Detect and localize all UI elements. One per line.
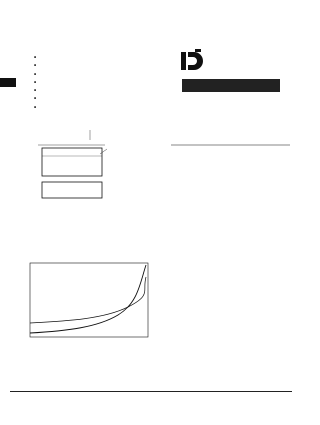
daico-logo-icon xyxy=(178,48,204,74)
feature-item xyxy=(34,79,39,87)
feature-item xyxy=(34,62,39,70)
feature-item xyxy=(34,54,39,62)
loss-curve xyxy=(30,265,146,333)
feature-item xyxy=(34,87,39,95)
block-schematic xyxy=(163,103,298,218)
product-subtitle xyxy=(182,79,280,92)
feature-item xyxy=(34,95,39,103)
package-outline-drawing xyxy=(30,118,165,230)
vswr-curve xyxy=(30,277,146,323)
side-tab-6-bit xyxy=(0,78,16,87)
footer-divider xyxy=(10,391,292,392)
features-list xyxy=(34,54,39,112)
feature-item xyxy=(34,104,39,112)
feature-item xyxy=(34,71,39,79)
typical-performance-graph xyxy=(8,257,158,355)
